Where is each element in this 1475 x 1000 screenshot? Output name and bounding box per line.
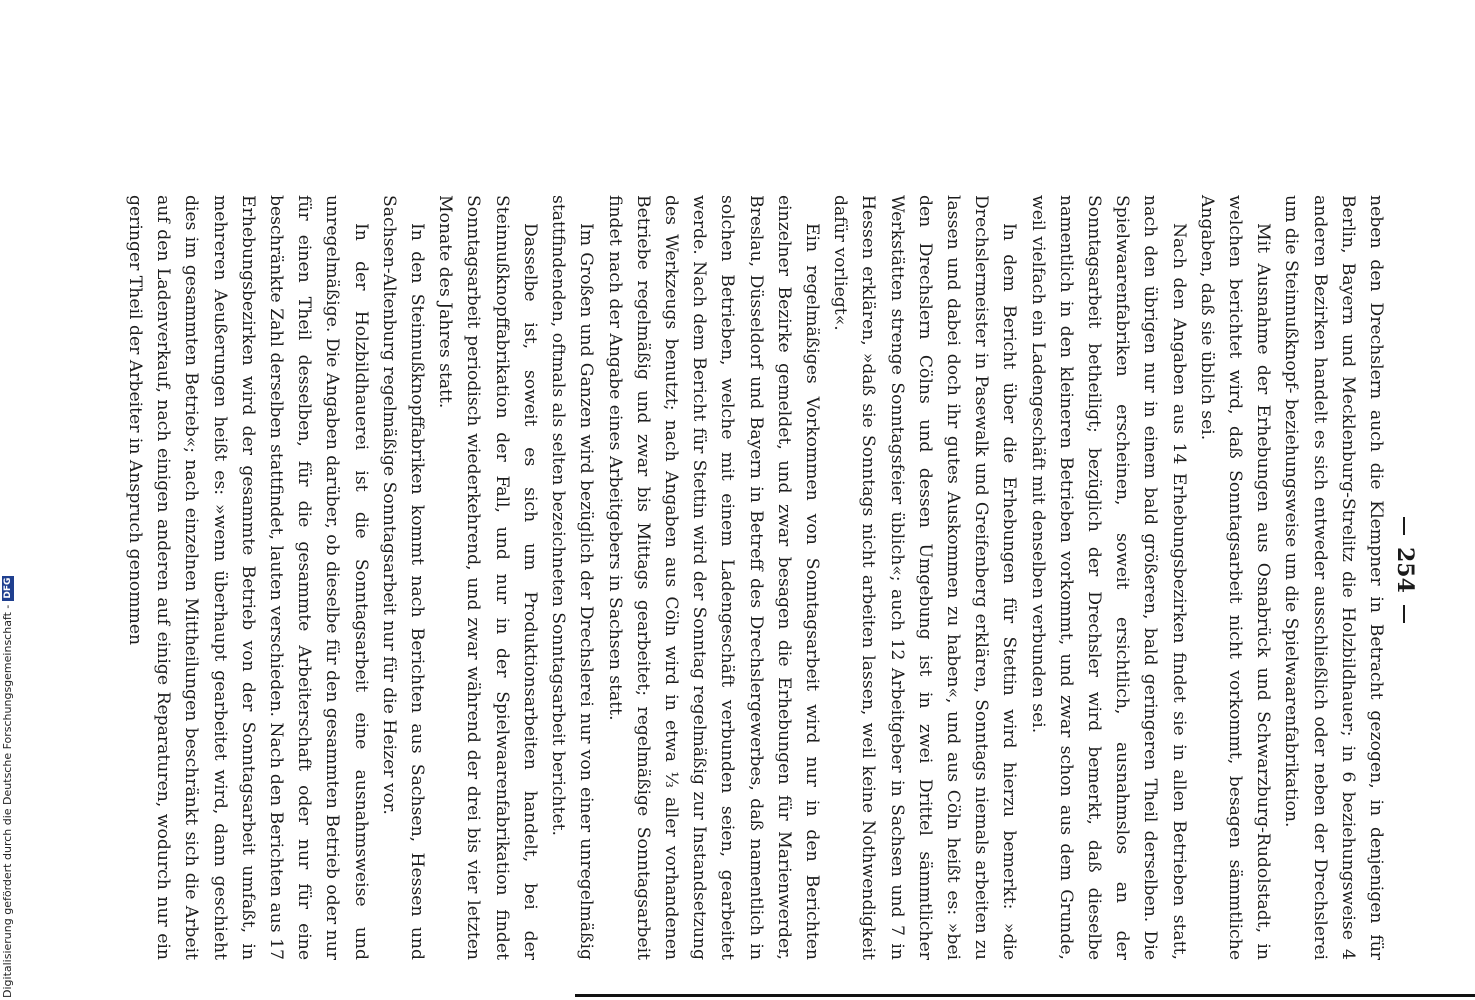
dfg-logo: DFG <box>3 577 13 599</box>
paragraph: In dem Bericht über die Erhebungen für Stettin wird hierzu bemerkt: »die Drechslermeister in Pasewalk und Greifenberg erklären, Sonntags niemals arbeiten zu lassen und dabei doch ihr gutes Auskommen zu haben«, und aus Cöln heißt es: »bei den Drechslern Cölns und dessen Umgebung ist in zwei Drittel sämmtlicher Werkstätten strenge Sonntagsfeier üblich«; auch 12 Arbeitgeber in Sachsen und 7 in Hessen erklären, »daß sie Sonntags nicht arbeiten lassen, weil keine Nothwendigkeit dafür vorliegt«. <box>830 195 1020 960</box>
page-edge-rule <box>575 994 1475 997</box>
digitization-footer <box>1 576 14 998</box>
paragraph: Im Großen und Ganzen wird bezüglich der Drechslerei nur von einer unregelmäßig stattfindenden, oftmals als selten bezeichneten Sonntagsarbeit berichtet. <box>548 195 597 960</box>
paragraph: Nach den Angaben aus 14 Erhebungsbezirken findet sie in allen Betrieben statt, nach den übrigen nur in einem bald größeren, bald geringeren Theil derselben. Die Spielwaarenfabriken erscheinen, soweit ersichtlich, ausnahmslos an der Sonntagsarbeit betheiligt; bezüglich der Drechsler wird bemerkt, daß dieselbe namentlich in den kleineren Betrieben vorkommt, und zwar schon aus dem Grunde, weil vielfach ein Ladengeschäft mit denselben verbunden sei. <box>1027 195 1189 960</box>
body-text <box>121 195 1390 960</box>
paragraph: neben den Drechslern auch die Klempner in Betracht gezogen, in denjenigen für Berlin, Bayern und Mecklenburg-Strelitz die Holzbildhauer; in 6 beziehungsweise 4 anderen Bezirken handelt es sich entweder ausschließlich oder neben der Drechslerei um die Steinnußknopf- beziehungsweise um die Spielwaarenfabrikation. <box>1281 195 1386 960</box>
paragraph: Ein regelmäßiges Vorkommen von Sonntagsarbeit wird nur in den Berichten einzelner Bezirke gemeldet, und zwar besagen die Erhebungen für Marienwerder, Breslau, Düsseldorf und Bayern in Betreff des Drechslergewerbes, daß namentlich in solchen Betrieben, welche mit einem Ladengeschäft verbunden seien, gearbeitet werde. Nach dem Bericht für Stettin wird der Sonntag regelmäßig zur Instandsetzung des Werkzeugs benutzt; nach Angaben aus Cöln wird in etwa ⅓ aller vorhandenen Betriebe regelmäßig und zwar bis Mittags gearbeitet; regelmäßige Sonntagsarbeit findet nach der Angabe eines Arbeitgebers in Sachsen statt. <box>604 195 822 960</box>
footer-text: Digitalisierung gefördert durch die Deutsche Forschungsgemeinschaft - <box>1 604 14 998</box>
page-number: 254 <box>1392 505 1418 635</box>
paragraph: In der Holzbildhauerei ist die Sonntagsarbeit eine ausnahmsweise und unregelmäßige. Die Angaben darüber, ob dieselbe für den gesammten Betrieb oder nur für einen Theil desselben, für die gesammte Arbeiterschaft oder nur für eine beschränkte Zahl derselben stattfindet, lauten verschieden. Nach den Berichten aus 17 Erhebungsbezirken wird der gesammte Betrieb von der Sonntagsarbeit umfaßt, in mehreren Aeußerungen heißt es: »wenn überhaupt gearbeitet wird, dann geschieht dies im gesammten Betrieb«; nach einzelnen Mittheilungen beschränkt sich die Arbeit auf den Ladenverkauf, nach einigen anderen auf einige Reparaturen, wodurch nur ein geringer Theil der Arbeiter in Anspruch genommen <box>125 195 371 960</box>
paragraph: Dasselbe ist, soweit es sich um Produktionsarbeiten handelt, bei der Steinnußknopffabrikation der Fall, und nur in der Spielwaarenfabrikation findet Sonntagsarbeit periodisch wiederkehrend, und zwar während der drei bis vier letzten Monate des Jahres statt. <box>435 195 540 960</box>
paragraph: Mit Ausnahme der Erhebungen aus Osnabrück und Schwarzburg-Rudolstadt, in welchen berichtet wird, daß Sonntagsarbeit nicht vorkommt, besagen sämmtliche Angaben, daß sie üblich sei. <box>1196 195 1274 960</box>
paragraph: In den Steinnußknopffabriken kommt nach Berichten aus Sachsen, Hessen und Sachsen-Altenburg regelmäßige Sonntagsarbeit nur für die Heizer vor. <box>378 195 428 960</box>
